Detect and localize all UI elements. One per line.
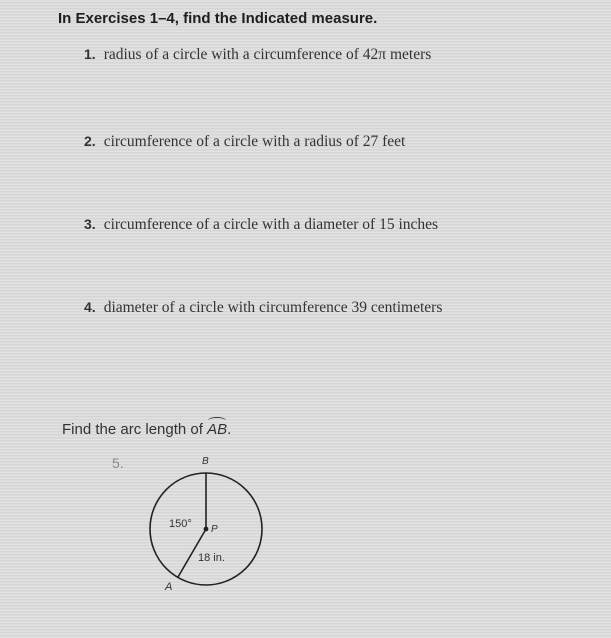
- exercise-3: [84, 216, 438, 234]
- exercise-5-number: 5.: [112, 455, 124, 471]
- exercise-text: diameter of a circle with circumference 39 centimeters: [103, 299, 443, 316]
- exercise-number: 3.: [84, 216, 96, 232]
- angle-label: 150°: [169, 518, 192, 530]
- exercise-1: [84, 46, 431, 64]
- exercise-number: 1.: [84, 46, 96, 62]
- arc-label: AB: [207, 421, 228, 438]
- instruction-prefix: Find the arc length of: [62, 421, 208, 438]
- exercise-text: circumference of a circle with a diameter of 15 inches: [103, 216, 439, 233]
- point-a-label: A: [165, 581, 173, 593]
- exercise-4: [84, 299, 442, 317]
- radius-label: 18 in.: [198, 552, 225, 564]
- instruction-suffix: .: [227, 421, 232, 438]
- center-label: P: [211, 524, 218, 535]
- instructions-heading: In Exercises 1–4, find the Indicated measure.: [58, 10, 378, 27]
- point-b-label: B: [202, 456, 209, 467]
- exercise-text: circumference of a circle with a radius of 27 feet: [103, 133, 406, 150]
- exercise-2: [84, 133, 405, 151]
- exercise-number: 4.: [84, 299, 96, 315]
- center-point: [204, 527, 209, 532]
- exercise-number: 2.: [84, 133, 96, 149]
- arc-length-instruction: [62, 421, 231, 438]
- circle-diagram: [140, 450, 275, 600]
- exercise-text: radius of a circle with a circumference of 42π meters: [103, 46, 432, 63]
